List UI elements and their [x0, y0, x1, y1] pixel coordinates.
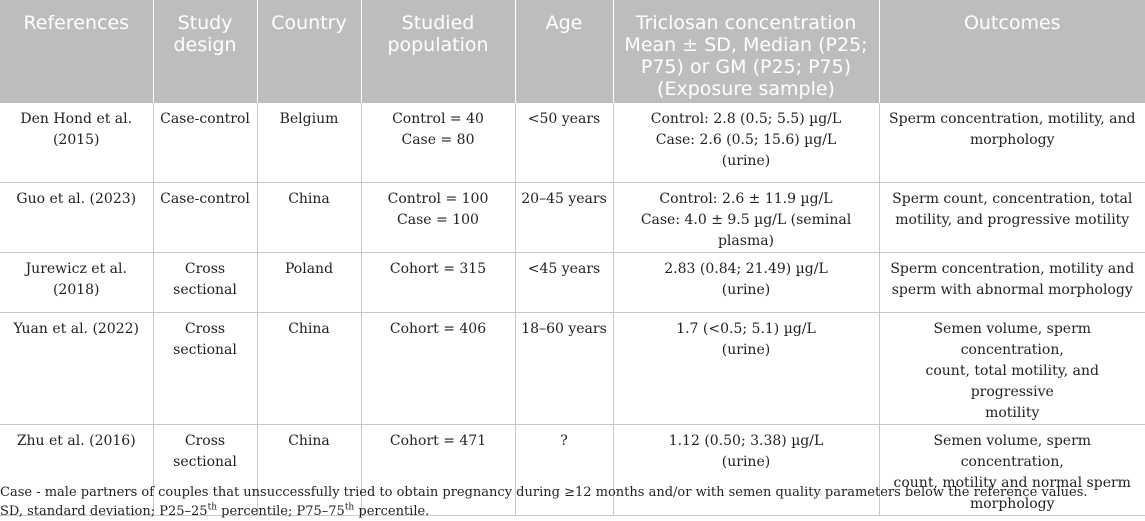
superscript-th: th [207, 502, 218, 513]
table-row [0, 252, 1145, 312]
cell-reference [0, 312, 153, 424]
cell-outcomes [879, 252, 1145, 312]
cell-triclosan-concentration-line: Control: 2.8 (0.5; 5.5) µg/L [650, 111, 842, 127]
cell-studied-population [361, 103, 515, 182]
table-row [0, 103, 1145, 182]
header-study-design [153, 0, 257, 103]
cell-triclosan-concentration [613, 252, 879, 312]
header-references-line: References [23, 12, 130, 34]
cell-triclosan-concentration [613, 103, 879, 182]
cell-reference [0, 252, 153, 312]
cell-outcomes-line: Sperm concentration, motility, and [889, 111, 1136, 127]
cell-outcomes-line: Semen volume, sperm concentration, [933, 432, 1092, 470]
cell-study-design-line: Cross [184, 432, 226, 449]
cell-reference [0, 103, 153, 182]
cell-studied-population [361, 312, 515, 424]
header-triclosan-concentration-line: Triclosan concentration [635, 12, 857, 34]
header-studied-population-line: population [387, 34, 489, 56]
header-study-design-line: Study [177, 12, 233, 34]
cell-age-line: 20–45 years [521, 190, 607, 207]
cell-triclosan-concentration-line: (urine) [721, 281, 771, 298]
table-footnotes [0, 483, 1088, 521]
cell-reference-line: (2018) [52, 281, 100, 298]
cell-study-design-line: Cross [184, 320, 226, 337]
cell-triclosan-concentration-line: Case: 2.6 (0.5; 15.6) µg/L [655, 132, 837, 148]
cell-outcomes-line: morphology [969, 495, 1055, 512]
cell-studied-population [361, 182, 515, 252]
header-outcomes-line: Outcomes [963, 12, 1061, 34]
header-country [257, 0, 361, 103]
cell-studied-population-line: Control = 40 [392, 111, 484, 127]
cell-reference-line: Jurewicz et al. [25, 260, 127, 277]
cell-age [515, 103, 613, 182]
header-triclosan-concentration-line: (Exposure sample) [657, 78, 835, 100]
cell-triclosan-concentration [613, 312, 879, 424]
cell-outcomes [879, 182, 1145, 252]
table-row [0, 312, 1145, 424]
cell-outcomes-line: count, motility and normal sperm [893, 474, 1131, 491]
cell-country [257, 252, 361, 312]
cell-age [515, 252, 613, 312]
cell-study-design-line: Case-control [160, 111, 250, 127]
cell-age [515, 312, 613, 424]
header-triclosan-concentration-line: P75) or GM (P25; P75) [640, 56, 852, 78]
cell-country-line: Poland [284, 260, 334, 277]
footnote-case-definition: Case - male partners of couples that unsuccessfully tried to obtain pregnancy during ≥12 months and/or with semen quality parameters below the reference values. [0, 485, 1088, 500]
superscript-th: th [344, 502, 355, 513]
cell-studied-population-line: Case = 80 [401, 132, 475, 148]
cell-study-design-line: Case-control [160, 190, 250, 207]
cell-country [257, 182, 361, 252]
header-country-line: Country [271, 12, 347, 34]
cell-study-design [153, 312, 257, 424]
header-triclosan-concentration [613, 0, 879, 103]
cell-reference-line: (2015) [52, 132, 100, 148]
cell-age-line: 18–60 years [521, 320, 607, 337]
header-references [0, 0, 153, 103]
cell-age-line: ? [560, 432, 568, 449]
cell-outcomes-line: Sperm concentration, motility and [890, 260, 1135, 277]
footnote-abbreviations [0, 502, 1088, 521]
table-body [0, 103, 1145, 515]
cell-outcomes-line: motility, and progressive motility [895, 211, 1130, 228]
cell-outcomes-line: motility [985, 404, 1040, 421]
cell-studied-population-line: Cohort = 406 [389, 320, 487, 337]
cell-study-design-line: sectional [173, 453, 237, 470]
cell-age-line: <45 years [527, 260, 601, 277]
cell-triclosan-concentration-line: Case: 4.0 ± 9.5 µg/L (seminal plasma) [640, 211, 852, 249]
cell-age-line: <50 years [527, 111, 601, 127]
cell-reference-line: Den Hond et al. [20, 111, 133, 127]
cell-outcomes-line: Sperm count, concentration, total [892, 190, 1133, 207]
cell-triclosan-concentration-line: (urine) [721, 153, 771, 169]
header-studied-population [361, 0, 515, 103]
cell-outcomes [879, 312, 1145, 424]
cell-outcomes-line: count, total motility, and progressive [925, 362, 1099, 400]
header-outcomes [879, 0, 1145, 103]
cell-triclosan-concentration-line: (urine) [721, 453, 771, 470]
cell-reference-line: Guo et al. (2023) [16, 190, 137, 207]
cell-studied-population-line: Cohort = 315 [389, 260, 487, 277]
cell-age [515, 182, 613, 252]
cell-reference-line: Zhu et al. (2016) [16, 432, 136, 449]
cell-outcomes-line: sperm with abnormal morphology [891, 281, 1133, 298]
cell-triclosan-concentration-line: (urine) [721, 341, 771, 358]
cell-study-design-line: sectional [173, 341, 237, 358]
cell-outcomes [879, 103, 1145, 182]
cell-studied-population-line: Control = 100 [387, 190, 489, 207]
cell-study-design-line: sectional [173, 281, 237, 298]
cell-outcomes-line: Semen volume, sperm concentration, [933, 320, 1092, 358]
header-triclosan-concentration-line: Mean ± SD, Median (P25; [624, 34, 868, 56]
header-age [515, 0, 613, 103]
footnote-p75-text: percentile; P75–75 [217, 504, 345, 519]
header-study-design-line: design [173, 34, 237, 56]
cell-country-line: China [288, 432, 330, 449]
footnote-sd-text: SD, standard deviation; P25–25 [0, 504, 208, 519]
cell-country [257, 103, 361, 182]
cell-triclosan-concentration [613, 182, 879, 252]
cell-outcomes-line: morphology [969, 132, 1055, 148]
cell-triclosan-concentration-line: 1.12 (0.50; 3.38) µg/L [668, 432, 824, 449]
cell-study-design [153, 103, 257, 182]
cell-study-design-line: Cross [184, 260, 226, 277]
cell-studied-population-line: Cohort = 471 [389, 432, 487, 449]
cell-country-line: Belgium [279, 111, 339, 127]
cell-country-line: China [288, 190, 330, 207]
cell-study-design [153, 252, 257, 312]
cell-reference [0, 182, 153, 252]
cell-study-design [153, 182, 257, 252]
cell-triclosan-concentration-line: Control: 2.6 ± 11.9 µg/L [659, 190, 833, 207]
cell-studied-population [361, 252, 515, 312]
footnote-suffix: percentile. [354, 504, 430, 519]
cell-country-line: China [288, 320, 330, 337]
table-row [0, 182, 1145, 252]
cell-country [257, 312, 361, 424]
cell-triclosan-concentration-line: 1.7 (<0.5; 5.1) µg/L [676, 320, 816, 337]
cell-reference-line: Yuan et al. (2022) [13, 320, 139, 337]
cell-studied-population-line: Case = 100 [397, 211, 479, 228]
table-header-row [0, 0, 1145, 103]
cell-triclosan-concentration-line: 2.83 (0.84; 21.49) µg/L [664, 260, 828, 277]
header-age-line: Age [545, 12, 583, 34]
header-studied-population-line: Studied [401, 12, 475, 34]
